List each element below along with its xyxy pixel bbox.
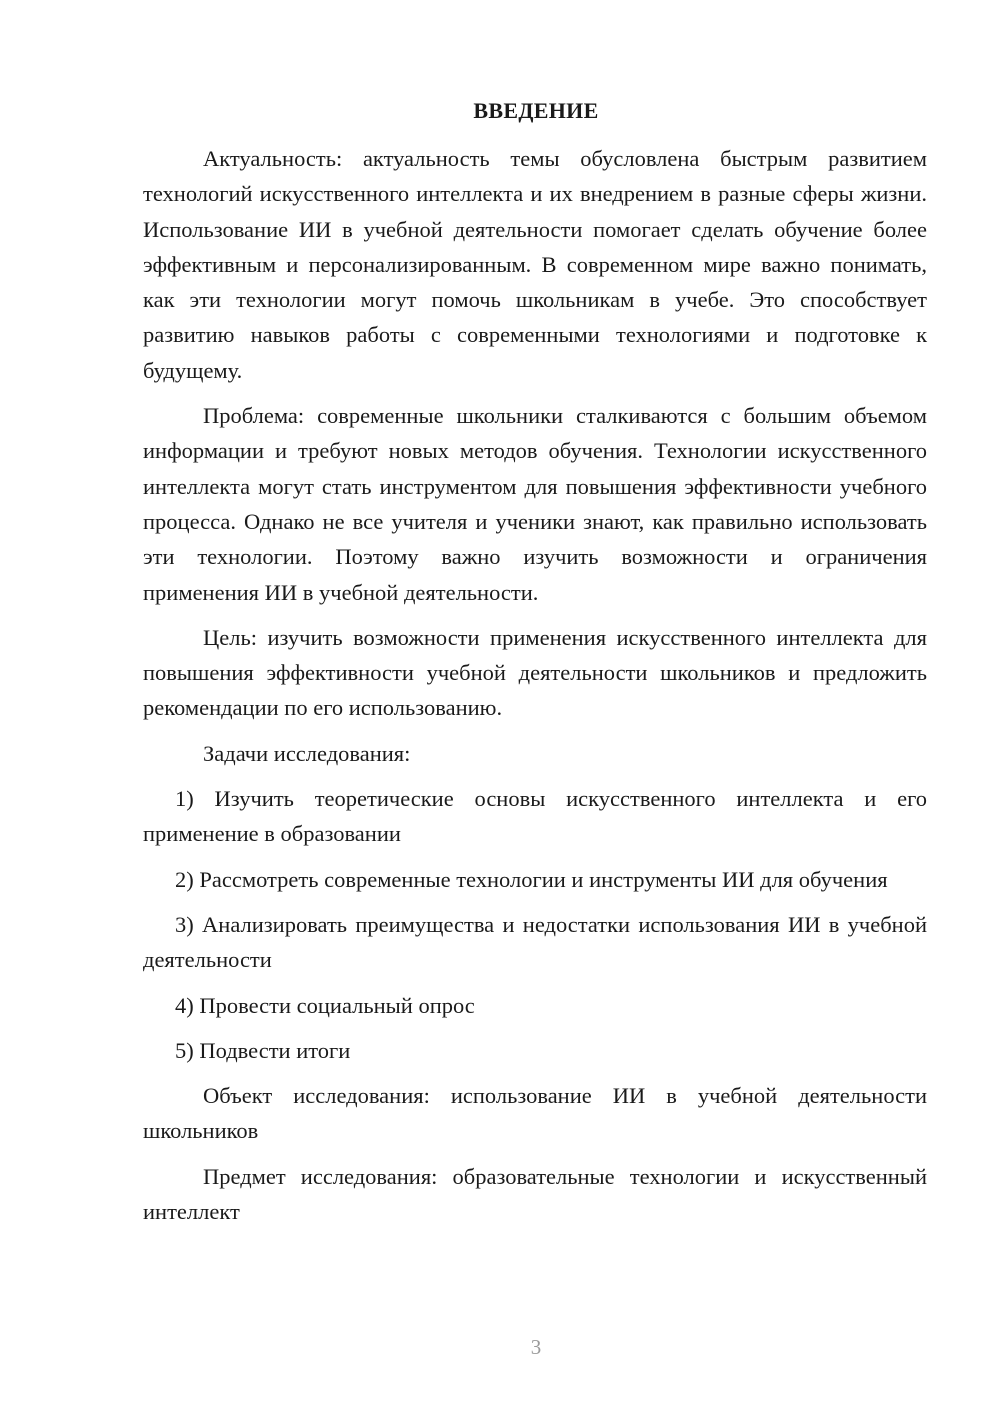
- task-item-2: 2) Рассмотреть современные технологии и инструменты ИИ для обучения: [175, 866, 888, 892]
- page-title: ВВЕДЕНИЕ: [473, 98, 599, 123]
- task-item-3: 3) Анализировать преимущества и недостатки использования ИИ в учебной деятельности: [143, 911, 927, 973]
- paragraph-relevance: Актуальность: актуальность темы обусловлена быстрым развитием технологий искусственного интеллекта и их внедрением в разные сферы жизни. Использование ИИ в учебной деятельности помогает сделать обучение более эффективным и персонализированным. В современном мире важно понимать, как эти технологии могут помочь школьникам в учебе. Это способствует развитию навыков работы с современными технологиями и подготовке к будущему.: [143, 146, 927, 383]
- paragraph-problem: Проблема: современные школьники сталкиваются с большим объемом информации и требуют новых методов обучения. Технологии искусственного интеллекта могут стать инструментом для повышения эффективности учебного процесса. Однако не все учителя и ученики знают, как правильно использовать эти технологии. Поэтому важно изучить возможности и ограничения применения ИИ в учебной деятельности.: [143, 403, 927, 605]
- paragraph-subject: Предмет исследования: образовательные технологии и искусственный интеллект: [143, 1163, 927, 1225]
- task-item-4: 4) Провести социальный опрос: [175, 992, 475, 1018]
- tasks-heading: Задачи исследования:: [203, 740, 411, 766]
- task-item-5: 5) Подвести итоги: [175, 1037, 351, 1063]
- document-body: [143, 141, 927, 1239]
- paragraph-goal: Цель: изучить возможности применения искусственного интеллекта для повышения эффективности учебной деятельности школьников и предложить рекомендации по его использованию.: [143, 624, 927, 721]
- paragraph-object: Объект исследования: использование ИИ в учебной деятельности школьников: [143, 1083, 927, 1144]
- page-number: 3: [530, 1335, 542, 1359]
- task-item-1: 1) Изучить теоретические основы искусственного интеллекта и его применение в образовании: [143, 786, 927, 847]
